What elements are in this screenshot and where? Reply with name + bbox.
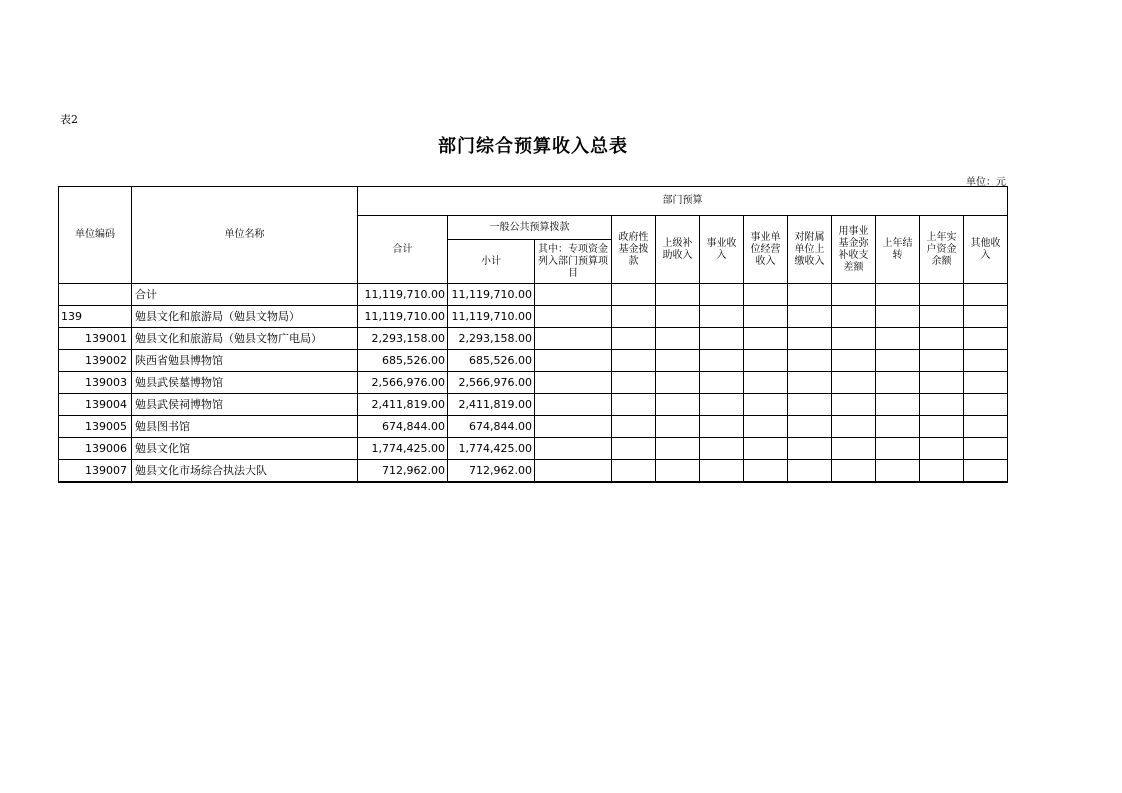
header-carryover: 上年结转 — [876, 216, 920, 284]
row-subtotal: 685,526.00 — [448, 350, 535, 372]
row-code: 139005 — [59, 416, 132, 438]
row-subtotal: 712,962.00 — [448, 460, 535, 483]
row-name: 勉县文化和旅游局（勉县文物广电局） — [132, 328, 358, 350]
header-subtotal: 小计 — [448, 240, 535, 284]
row-code: 139 — [59, 306, 132, 328]
row-subtotal: 2,566,976.00 — [448, 372, 535, 394]
row-total: 712,962.00 — [358, 460, 448, 483]
row-subtotal: 11,119,710.00 — [448, 284, 535, 306]
row-code: 139003 — [59, 372, 132, 394]
table-row — [59, 306, 1008, 328]
header-superior-subsidy: 上级补助收入 — [656, 216, 700, 284]
row-name: 勉县图书馆 — [132, 416, 358, 438]
row-total: 11,119,710.00 — [358, 306, 448, 328]
row-total: 11,119,710.00 — [358, 284, 448, 306]
table-row — [59, 328, 1008, 350]
table-row — [59, 460, 1008, 483]
table-row — [59, 372, 1008, 394]
row-code: 139004 — [59, 394, 132, 416]
row-name: 勉县武侯墓博物馆 — [132, 372, 358, 394]
row-subtotal: 2,293,158.00 — [448, 328, 535, 350]
header-prior-balance: 上年实户资金余额 — [920, 216, 964, 284]
table-row — [59, 438, 1008, 460]
row-name: 勉县文化市场综合执法大队 — [132, 460, 358, 483]
header-unit-name: 单位名称 — [132, 187, 358, 284]
header-special-funds: 其中：专项资金列入部门预算项目 — [535, 240, 612, 284]
row-name: 勉县文化馆 — [132, 438, 358, 460]
budget-income-table — [58, 186, 1008, 483]
table-number-label: 表2 — [60, 113, 78, 126]
row-total: 2,293,158.00 — [358, 328, 448, 350]
header-dept-budget: 部门预算 — [358, 187, 1008, 216]
header-general-budget: 一般公共预算拨款 — [448, 216, 612, 240]
header-gov-fund: 政府性基金拨款 — [612, 216, 656, 284]
table-row — [59, 416, 1008, 438]
row-total: 2,411,819.00 — [358, 394, 448, 416]
header-affiliated-income: 对附属单位上缴收入 — [788, 216, 832, 284]
header-other-income: 其他收入 — [964, 216, 1008, 284]
header-business-income: 事业收入 — [700, 216, 744, 284]
page-title: 部门综合预算收入总表 — [438, 136, 628, 157]
row-total: 685,526.00 — [358, 350, 448, 372]
unit-label: 单位：元 — [966, 177, 1006, 188]
row-code: 139006 — [59, 438, 132, 460]
table-row — [59, 350, 1008, 372]
table-row — [59, 284, 1008, 306]
row-code: 139007 — [59, 460, 132, 483]
row-name: 陕西省勉县博物馆 — [132, 350, 358, 372]
row-name: 勉县武侯祠博物馆 — [132, 394, 358, 416]
header-total: 合计 — [358, 216, 448, 284]
row-subtotal: 11,119,710.00 — [448, 306, 535, 328]
row-code — [59, 284, 132, 306]
row-total: 1,774,425.00 — [358, 438, 448, 460]
row-name: 合计 — [132, 284, 358, 306]
header-operating-income: 事业单位经营收入 — [744, 216, 788, 284]
row-total: 674,844.00 — [358, 416, 448, 438]
row-subtotal: 674,844.00 — [448, 416, 535, 438]
row-code: 139002 — [59, 350, 132, 372]
row-subtotal: 1,774,425.00 — [448, 438, 535, 460]
row-subtotal: 2,411,819.00 — [448, 394, 535, 416]
header-unit-code: 单位编码 — [59, 187, 132, 284]
row-code: 139001 — [59, 328, 132, 350]
row-name: 勉县文化和旅游局（勉县文物局） — [132, 306, 358, 328]
header-fund-offset: 用事业基金弥补收支差额 — [832, 216, 876, 284]
table-row — [59, 394, 1008, 416]
row-total: 2,566,976.00 — [358, 372, 448, 394]
